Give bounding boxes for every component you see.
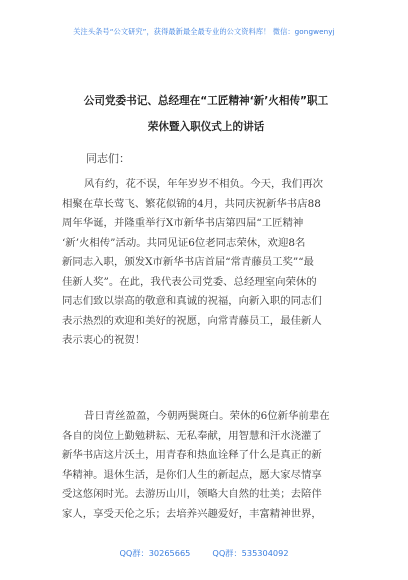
- paragraph-line: 家人，享受天伦之乐；去培养兴趣爱好，丰富精神世界，: [62, 507, 322, 520]
- paragraph-1: [62, 175, 362, 351]
- paragraph-line: 华精神。退休生活，是你们人生的新起点，愿大家尽情享: [62, 468, 322, 481]
- document-title-line-1: 公司党委书记、总经理在“工匠精神‘新’火相传”职工: [83, 95, 329, 107]
- document-title-line-2: 荣休暨入职仪式上的讲话: [147, 121, 265, 133]
- header-promo-note: 关注头条号“公文研究”，获得最新最全最专业的公文资料库！ 微信：gongwenyj: [73, 27, 335, 36]
- paragraph-line: 昔日青丝盈盈，今朝两鬓斑白。荣休的6位新华前辈在: [84, 410, 330, 422]
- paragraph-line: 各自的岗位上勤勉耕耘、无私奉献，用智慧和汗水浇灌了: [62, 429, 322, 442]
- paragraph-line: 新同志入职，颁发X市新华书店首届“常青藤员工奖”“最: [62, 256, 314, 268]
- paragraph-line: 风有约，花不误，年年岁岁不相负。今天，我们再次: [84, 178, 323, 190]
- paragraph-line: 周年华诞，并隆重举行X市新华书店第四届“工匠精神: [62, 217, 304, 229]
- salutation: 同志们：: [86, 152, 130, 165]
- paragraph-line: 新华书店这片沃土，用青春和热血诠释了什么是真正的新: [62, 449, 322, 461]
- paragraph-line: 表示衷心的祝贺！: [62, 334, 146, 346]
- paragraph-line: 表示热烈的欢迎和美好的祝愿，向常青藤员工，最佳新人: [62, 314, 322, 327]
- paragraph-line: 受这悠闲时光。去游历山川，领略大自然的壮美；去陪伴: [62, 488, 322, 500]
- paragraph-line: 同志们致以崇高的敬意和真诚的祝福，向新入职的同志们: [62, 295, 322, 307]
- paragraph-line: 佳新人奖”。在此，我代表公司党委、总经理室向荣休的: [62, 275, 317, 288]
- qq-group-2: QQ群：535304092: [212, 548, 289, 558]
- paragraph-line: 相聚在草长莺飞、繁花似锦的4月，共同庆祝新华书店88: [62, 197, 321, 210]
- footer-qq-groups: [0, 548, 408, 559]
- paragraph-line: ‘新’火相传”活动。共同见证6位老同志荣休，欢迎8名: [62, 236, 306, 249]
- paragraph-2: [62, 407, 362, 524]
- qq-group-1: QQ群：30265665: [119, 548, 191, 558]
